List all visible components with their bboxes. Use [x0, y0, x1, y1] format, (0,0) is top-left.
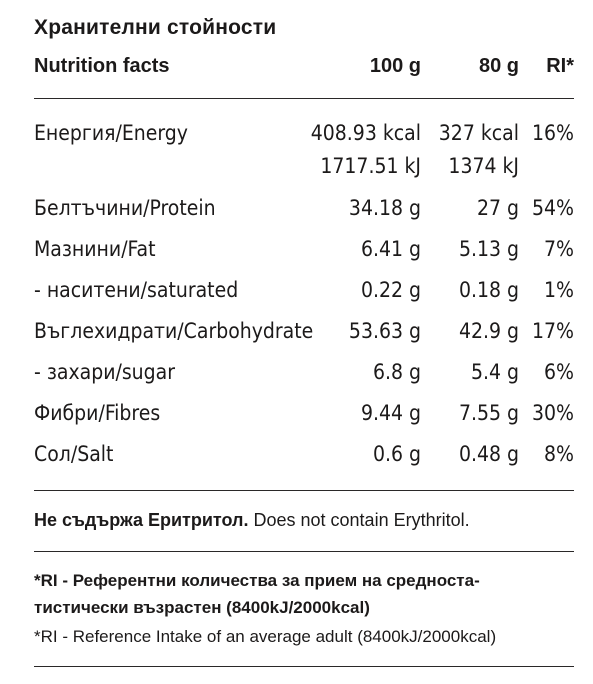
- value-100g: 9.44 g: [360, 401, 421, 425]
- value-100g: 6.8 g: [372, 360, 421, 384]
- value-80g: 0.18 g: [458, 278, 519, 302]
- header-col-100g: 100 g: [369, 55, 421, 77]
- table-row: [34, 154, 574, 184]
- value-ri: 1%: [544, 278, 574, 302]
- value-80g: 42.9 g: [458, 319, 519, 343]
- nutrient-name: Енергия/Energy: [34, 121, 188, 145]
- value-ri: 30%: [532, 401, 574, 425]
- value-100g: 34.18 g: [348, 196, 421, 220]
- erythritol-note: [34, 510, 574, 531]
- table-row: [34, 401, 574, 431]
- divider-lower: [34, 551, 574, 552]
- divider-bottom: [34, 666, 574, 667]
- value-ri: 8%: [544, 442, 574, 466]
- table-row: [34, 237, 574, 267]
- value-100g: 0.6 g: [372, 442, 421, 466]
- value-ri: 16%: [532, 121, 574, 145]
- value-80g: 7.55 g: [458, 401, 519, 425]
- divider-top: [34, 98, 574, 99]
- value-100g: 6.41 g: [360, 237, 421, 261]
- footnote-en-line: *RI - Reference Intake of an average adult (8400kJ/2000kcal): [34, 627, 497, 646]
- value-100g: 0.22 g: [360, 278, 421, 302]
- nutrient-name: Сол/Salt: [34, 442, 114, 466]
- footnote-bg-line1: *RI - Референтни количества за прием на средноста-: [34, 571, 480, 590]
- value-80g: 5.4 g: [470, 360, 519, 384]
- value-100g: 408.93 kcal: [310, 121, 421, 145]
- table-row: [34, 442, 574, 472]
- nutrient-name: - наситени/saturated: [34, 278, 239, 302]
- table-row: [34, 196, 574, 226]
- header-label: Nutrition facts: [34, 55, 170, 77]
- title-bulgarian: Хранителни стойности: [34, 16, 277, 39]
- nutrient-name: - захари/sugar: [34, 360, 175, 384]
- table-row: [34, 121, 574, 151]
- value-100g: 53.63 g: [348, 319, 421, 343]
- value-ri: 7%: [544, 237, 574, 261]
- divider-middle: [34, 490, 574, 491]
- value-100g: 1717.51 kJ: [320, 154, 421, 178]
- nutrient-name: Белтъчини/Protein: [34, 196, 216, 220]
- table-row: [34, 360, 574, 390]
- erythritol-note-en: Does not contain Erythritol.: [248, 510, 470, 530]
- value-ri: 17%: [532, 319, 574, 343]
- value-ri: 54%: [532, 196, 574, 220]
- header-row: [34, 55, 574, 83]
- header-col-ri: RI*: [546, 55, 574, 77]
- value-80g: 327 kcal: [438, 121, 519, 145]
- nutrient-name: Мазнини/Fat: [34, 237, 156, 261]
- table-row: [34, 319, 574, 349]
- value-80g: 27 g: [476, 196, 519, 220]
- nutrient-name: Фибри/Fibres: [34, 401, 161, 425]
- footnote-bg-line2: тистически възрастен (8400kJ/2000kcal): [34, 598, 370, 617]
- nutrient-name: Въглехидрати/Carbohydrate: [34, 319, 314, 343]
- erythritol-note-bg: Не съдържа Еритритол.: [34, 510, 249, 530]
- header-col-80g: 80 g: [478, 55, 519, 77]
- value-ri: 6%: [544, 360, 574, 384]
- table-row: [34, 278, 574, 308]
- value-80g: 5.13 g: [458, 237, 519, 261]
- value-80g: 1374 kJ: [448, 154, 519, 178]
- value-80g: 0.48 g: [458, 442, 519, 466]
